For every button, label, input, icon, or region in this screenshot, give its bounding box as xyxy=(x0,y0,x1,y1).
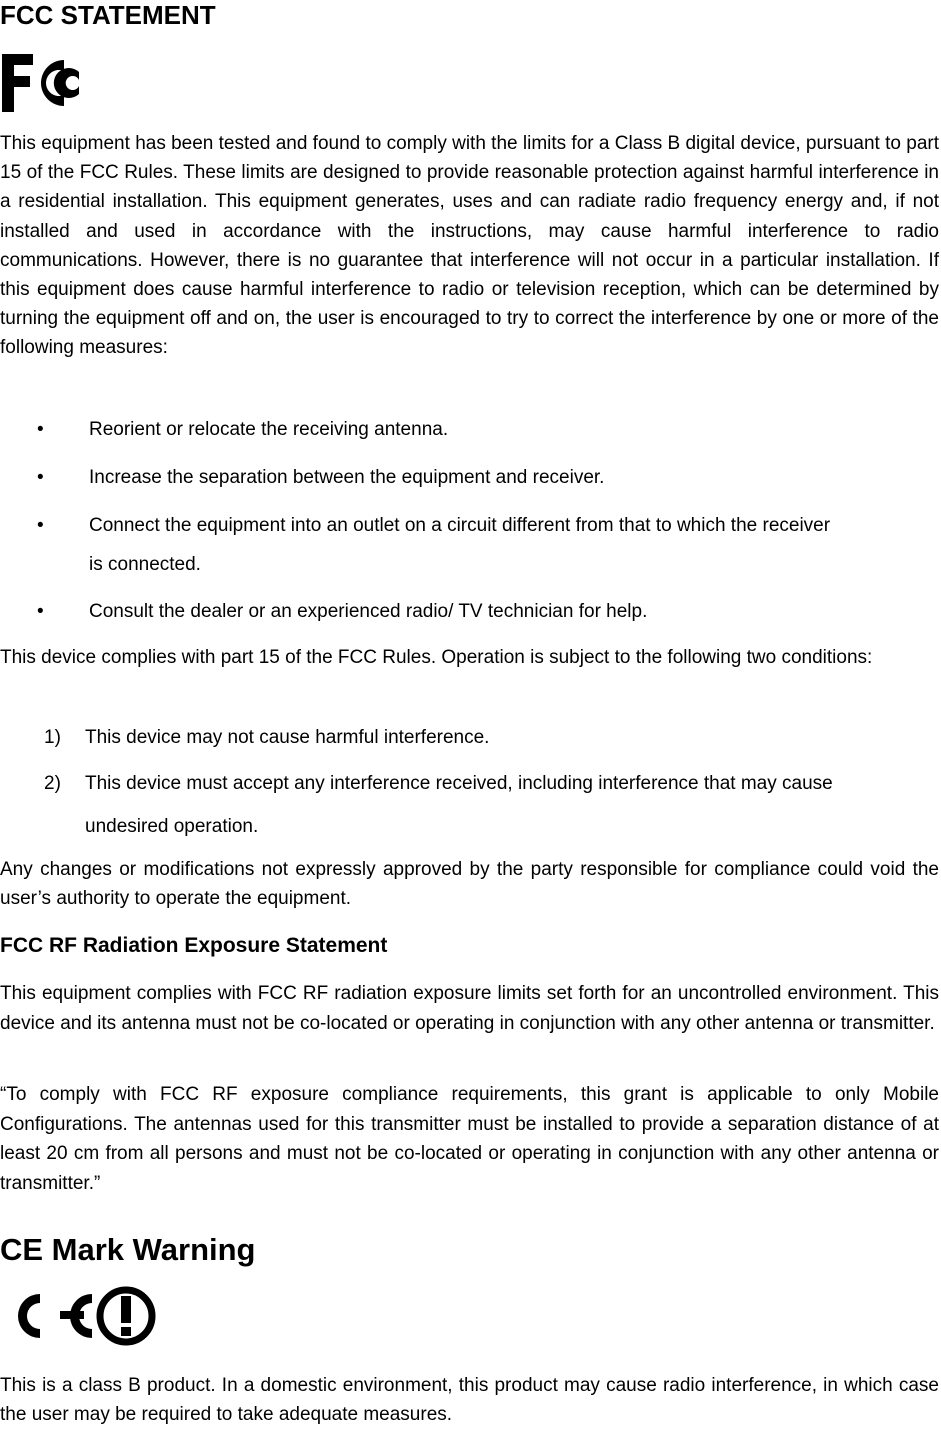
ce-warning-title: CE Mark Warning xyxy=(0,1232,256,1267)
changes-paragraph: Any changes or modifications not expressly approved by the party responsible for compliance could void the user’s authority to operate the equipment. xyxy=(0,859,939,910)
ce-warning-paragraph: This is a class B product. In a domestic environment, this product may cause radio interference, in which case the user may be required to take adequate measures. xyxy=(0,1375,939,1426)
rf-exposure-title: FCC RF Radiation Exposure Statement xyxy=(0,934,388,957)
exclamation-circle-icon xyxy=(100,1290,152,1342)
bullet-icon: • xyxy=(37,419,44,440)
bullet-icon: • xyxy=(37,467,44,488)
fcc-statement-title: FCC STATEMENT xyxy=(0,0,216,30)
fcc-logo-icon xyxy=(0,52,88,114)
rf-exposure-paragraph-2: “To comply with FCC RF exposure compliance requirements, this grant is applicable to only Mobile Configurations. The antennas used for this transmitter must be installed to provide a separation distance of at least 20 cm from all persons and must not be co-located or operating in conjunction with any other antenna or transmitter.” xyxy=(0,1084,939,1194)
bullet-icon: • xyxy=(37,515,44,536)
rf-exposure-paragraph-1: This equipment complies with FCC RF radiation exposure limits set forth for an uncontrolled environment. This device and its antenna must not be co-located or operating in conjunction with any other antenna or transmitter. xyxy=(0,983,939,1034)
fcc-intro-paragraph: This equipment has been tested and found to comply with the limits for a Class B digital device, pursuant to part 15 of the FCC Rules. These limits are designed to provide reasonable protection against harmful interference in a residential installation. This equipment generates, uses and can radiate radio frequency energy and, if not installed and used in accordance with the instructions, may cause harmful interference to radio communications. However, there is no guarantee that interference will not occur in a particular installation. If this equipment does cause harmful interference to radio or television reception, which can be determined by turning the equipment off and on, the user is encouraged to try to correct the interference by one or more of the following measures: xyxy=(0,133,939,359)
bullet-icon: • xyxy=(37,601,44,622)
compliance-paragraph: This device complies with part 15 of the FCC Rules. Operation is subject to the following two conditions: xyxy=(0,647,873,668)
ce-mark-icon xyxy=(0,1284,160,1348)
